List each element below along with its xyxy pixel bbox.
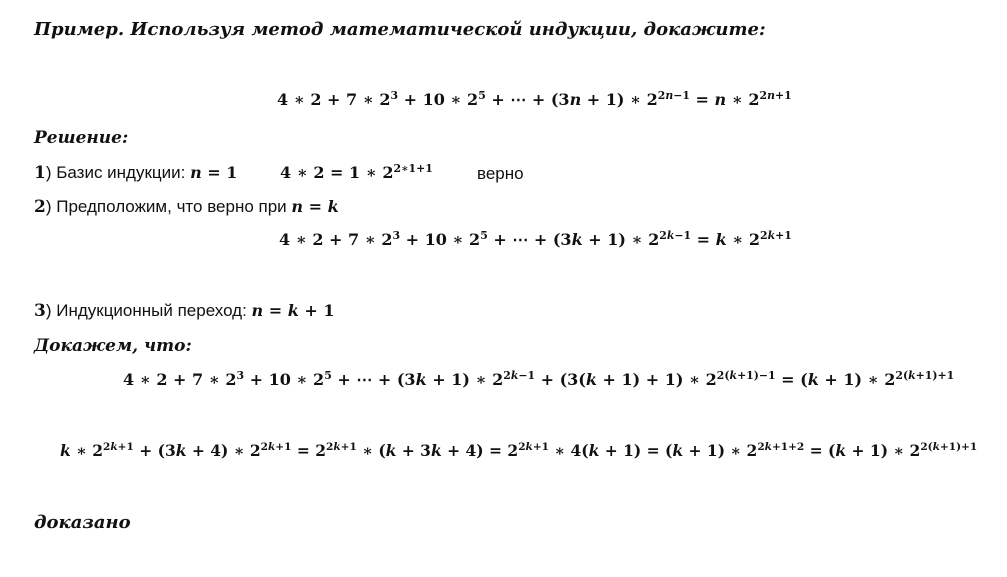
formula-main: 4 ∗ 2 + 7 ∗ $2^3 + 10$ ∗ $2^5$ + ⋯ + (3n + 1) ∗ $2^{2n-1} = n$ ∗ $2^{2n+1}$ — [277, 89, 792, 109]
step2-condition: n = k — [291, 197, 339, 216]
example-title: Пример. Используя метод математической индукции, докажите: — [34, 19, 766, 40]
step1-line — [34, 163, 237, 183]
step3-line — [34, 301, 335, 321]
step1-condition: n = 1 — [190, 163, 238, 182]
step2-number: 2 — [34, 197, 46, 217]
step3-label: ) Индукционный переход: — [45, 301, 252, 320]
solution-heading: Решение: — [34, 128, 129, 148]
step2-label: ) Предположим, что верно при — [45, 197, 292, 216]
step2-formula: 4 ∗ 2 + 7 ∗ $2^3 + 10$ ∗ $2^5$ + ⋯ + (3k + 1) ∗ $2^{2k-1} = k$ ∗ $2^{2k+1}$ — [279, 229, 792, 249]
formula-prove: 4 ∗ 2 + 7 ∗ $2^3 + 10$ ∗ $2^5$ + ⋯ + (3k + 1) ∗ $2^{2k-1} + (3(k + 1) + 1)$ ∗ $2^{2(k+1)-1} = (k + 1)$ ∗ $2^{2(k+1)+1}$ — [123, 369, 955, 389]
step1-number: 1 — [34, 163, 46, 183]
step2-line — [34, 197, 339, 217]
conclusion: доказано — [34, 512, 131, 533]
step1-verdict: верно — [477, 164, 524, 183]
step3-condition: n = k + 1 — [251, 301, 335, 320]
prove-heading: Докажем, что: — [34, 336, 192, 356]
step3-number: 3 — [34, 301, 46, 321]
step1-formula: 4 ∗ 2 = 1 ∗ $2^{2∗1+1}$ — [280, 162, 433, 182]
formula-derivation: k ∗ $2^{2k+1} + (3k + 4)$ ∗ $2^{2k+1} = 2^{2k+1}$ ∗ $(k + 3k + 4) = 2^{2k+1}$ ∗ 4(k + 1) = (k + 1) ∗ $2^{2k+1+2} = (k + 1)$ ∗ $2^{2(k+1)+1}$ — [60, 441, 978, 460]
step1-label: ) Базис индукции: — [45, 163, 191, 182]
